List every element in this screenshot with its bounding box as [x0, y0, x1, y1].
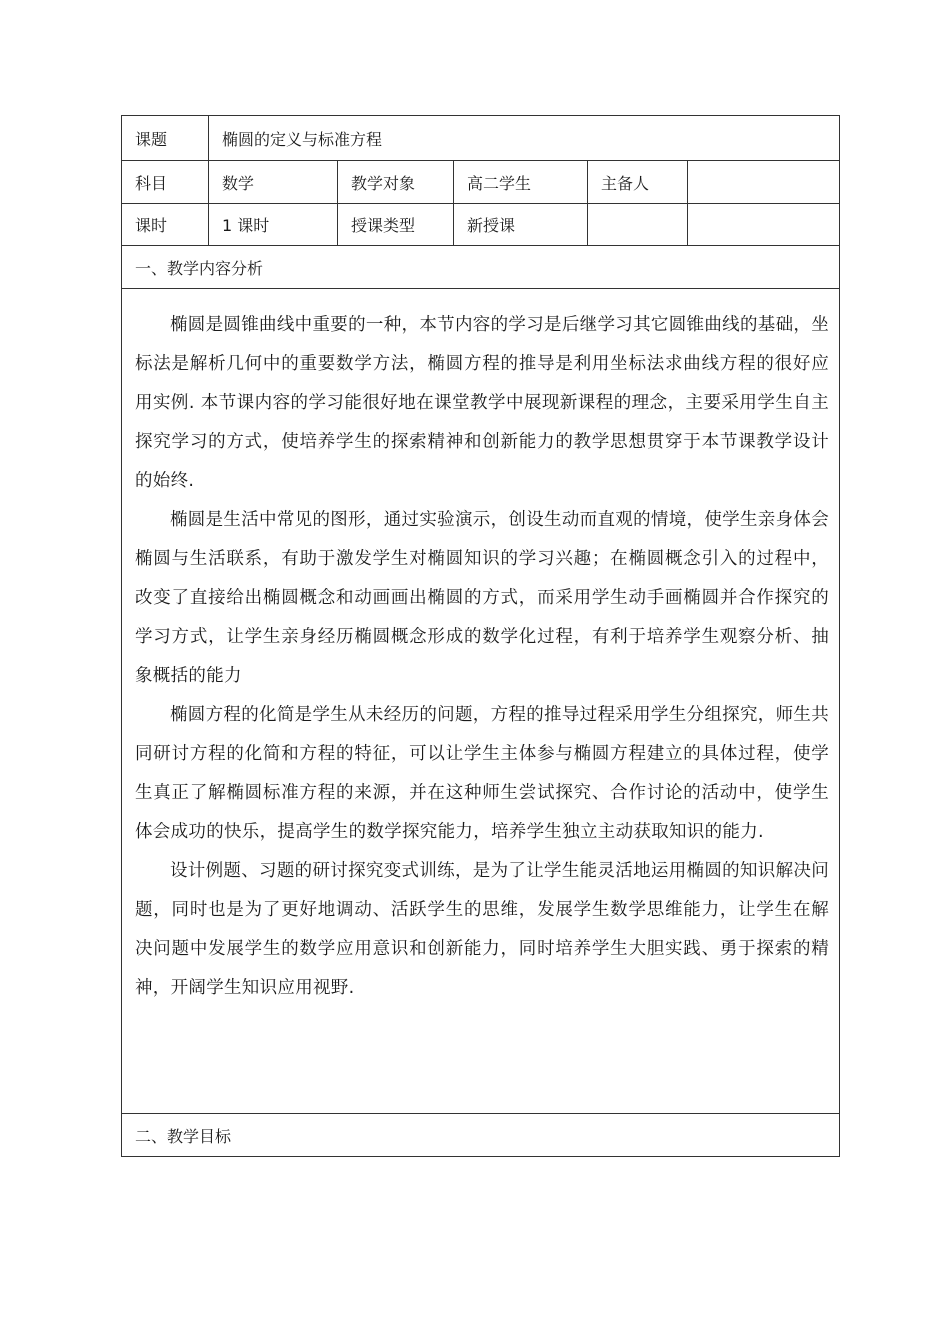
- preparer-value: [688, 161, 840, 204]
- empty-cell: [588, 204, 688, 246]
- topic-value: 椭圆的定义与标准方程: [209, 116, 840, 161]
- analysis-paragraph: 椭圆是圆锥曲线中重要的一种，本节内容的学习是后继学习其它圆锥曲线的基础，坐标法是解析几何中的重要数学方法，椭圆方程的推导是利用坐标法求曲线方程的很好应用实例. 本节课内容的学习能很好地在课堂教学中展现新课程的理念，主要采用学生自主探究学习的方式，使培养学生的探索精神和创新能力的教学思想贯穿于本节课教学设计的始终.: [135, 315, 830, 491]
- content-analysis-heading-row: [122, 246, 840, 289]
- lesson-plan-table: [121, 115, 840, 1157]
- period-value: 1 课时: [209, 204, 338, 246]
- type-label: 授课类型: [338, 204, 454, 246]
- preparer-label: 主备人: [588, 161, 688, 204]
- analysis-paragraph: 设计例题、习题的研讨探究变式训练，是为了让学生能灵活地运用椭圆的知识解决问题，同时也是为了更好地调动、活跃学生的思维，发展学生数学思维能力，让学生在解决问题中发展学生的数学应用意识和创新能力，同时培养学生大胆实践、勇于探索的精神，开阔学生知识应用视野.: [135, 861, 830, 998]
- subject-value: 数学: [209, 161, 338, 204]
- type-value: 新授课: [454, 204, 588, 246]
- audience-value: 高二学生: [454, 161, 588, 204]
- topic-label: 课题: [122, 116, 209, 161]
- analysis-paragraph: 椭圆方程的化简是学生从未经历的问题，方程的推导过程采用学生分组探究，师生共同研讨方程的化简和方程的特征，可以让学生主体参与椭圆方程建立的具体过程，使学生真正了解椭圆标准方程的来源，并在这种师生尝试探究、合作讨论的活动中，使学生体会成功的快乐，提高学生的数学探究能力，培养学生独立主动获取知识的能力.: [135, 705, 830, 842]
- objectives-title: 二、教学目标: [122, 1114, 840, 1157]
- topic-row: [122, 116, 840, 161]
- analysis-paragraph: 椭圆是生活中常见的图形，通过实验演示，创设生动而直观的情境，使学生亲身体会椭圆与生活联系，有助于激发学生对椭圆知识的学习兴趣；在椭圆概念引入的过程中，改变了直接给出椭圆概念和动画画出椭圆的方式，而采用学生动手画椭圆并合作探究的学习方式，让学生亲身经历椭圆概念形成的数学化过程，有利于培养学生观察分析、抽象概括的能力: [135, 510, 830, 686]
- content-analysis-title: 一、教学内容分析: [122, 246, 840, 289]
- subject-row: [122, 161, 840, 204]
- period-label: 课时: [122, 204, 209, 246]
- content-analysis-body: [122, 289, 840, 1114]
- objectives-heading-row: [122, 1114, 840, 1157]
- subject-label: 科目: [122, 161, 209, 204]
- period-row: [122, 204, 840, 246]
- audience-label: 教学对象: [338, 161, 454, 204]
- empty-cell: [688, 204, 840, 246]
- content-analysis-body-row: [122, 289, 840, 1114]
